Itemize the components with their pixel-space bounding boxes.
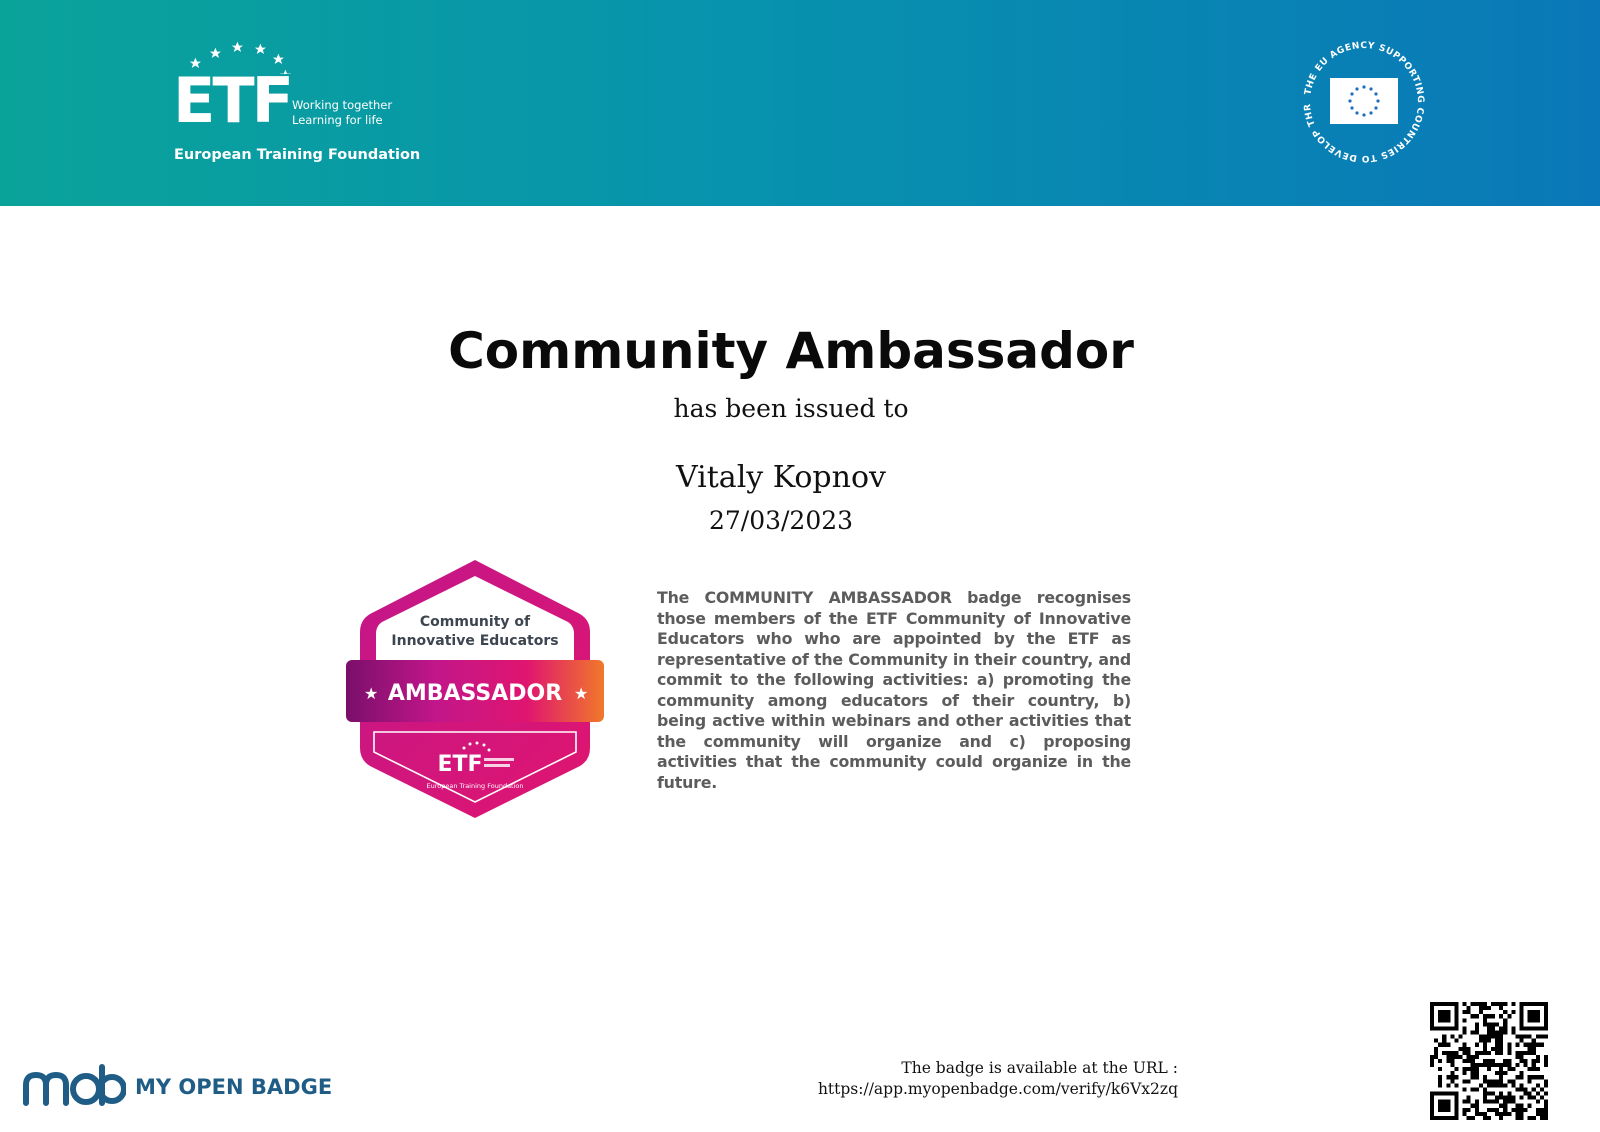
issue-date: 27/03/2023	[708, 506, 854, 535]
etf-tagline: Working together Learning for life	[292, 98, 393, 127]
ambassador-badge	[344, 556, 606, 822]
etf-org-name: European Training Foundation	[174, 147, 421, 163]
certificate-title: Community Ambassador	[448, 322, 1134, 380]
eu-agency-seal	[1298, 36, 1430, 168]
etf-acronym: ETF	[173, 64, 291, 137]
svg-text:THE EU AGENCY SUPPORTING COUNT: THE EU AGENCY SUPPORTING COUNTRIES TO DEVELOP THR	[1302, 40, 1426, 164]
svg-text:Community of: Community of	[419, 614, 531, 630]
etf-logo	[170, 34, 421, 170]
recipient-name: Vitaly Kopnov	[676, 460, 886, 495]
my-open-badge-logo	[22, 1063, 333, 1109]
qr-code-icon	[1430, 1002, 1548, 1120]
mob-brand-text: MY OPEN BADGE	[135, 1075, 333, 1099]
eu-flag-icon	[1298, 36, 1430, 168]
svg-text:★: ★	[364, 684, 379, 703]
qr-code[interactable]	[1430, 1002, 1548, 1120]
svg-text:Innovative Educators: Innovative Educators	[391, 633, 559, 649]
svg-text:★: ★	[574, 684, 589, 703]
url-label: The badge is available at the URL :	[901, 1059, 1178, 1077]
issued-to-label: has been issued to	[673, 394, 909, 423]
badge-description: The COMMUNITY AMBASSADOR badge recognises those members of the ETF Community of Innovative Educators who who are appointed by the ETF as representative of the Community in their country, and commit to the following activities: a) promoting the community among educators of their country, b) being active within webinars and other activities that the community will organize and c) proposing activities that the community could organize in the future.	[657, 588, 1131, 792]
svg-text:European Training Foundation: European Training Foundation	[426, 782, 524, 790]
svg-text:ETF: ETF	[437, 752, 483, 777]
header-banner	[0, 0, 1600, 206]
mob-logo-icon	[22, 1063, 126, 1109]
verification-url[interactable]: https://app.myopenbadge.com/verify/k6Vx2zq	[817, 1080, 1178, 1098]
svg-text:AMBASSADOR: AMBASSADOR	[387, 681, 563, 706]
verification-url-block	[818, 1058, 1178, 1100]
badge-icon	[344, 556, 606, 822]
